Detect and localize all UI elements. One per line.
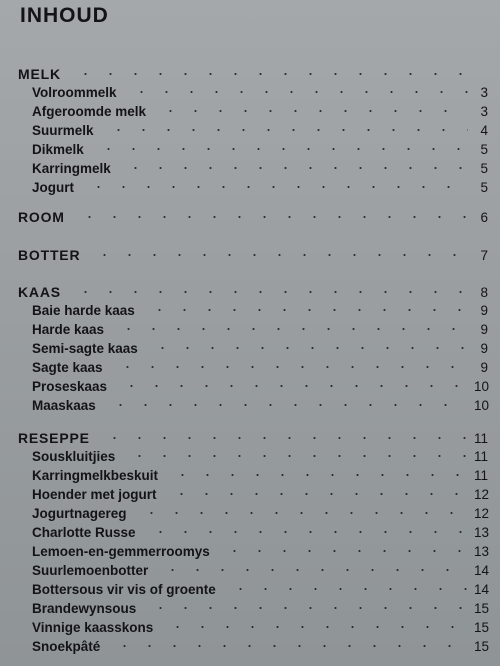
- dot-leader: [216, 550, 468, 552]
- toc-entry[interactable]: [0, 447, 500, 465]
- dot-leader: [121, 455, 468, 457]
- toc-page-number: 9: [480, 302, 488, 318]
- dot-leader: [86, 254, 468, 256]
- toc-entry[interactable]: [0, 618, 500, 636]
- toc-entry-label: KAAS: [18, 284, 61, 300]
- toc-entry[interactable]: [0, 140, 500, 158]
- dot-leader: [71, 216, 468, 218]
- toc-entry-label: Hoender met jogurt: [32, 486, 157, 502]
- toc-page-number: 15: [474, 638, 490, 654]
- toc-entry[interactable]: [0, 485, 500, 503]
- toc-page-number: 5: [480, 141, 488, 157]
- page-title: INHOUD: [20, 4, 109, 27]
- dot-leader: [110, 328, 468, 330]
- toc-page-number: 14: [474, 581, 490, 597]
- toc-page-number: 11: [474, 448, 489, 464]
- toc-page-number: 12: [474, 505, 490, 521]
- toc-entry-label: MELK: [18, 66, 61, 82]
- toc-page-number: 9: [480, 340, 488, 356]
- toc-entry-label: Charlotte Russe: [32, 524, 136, 540]
- toc-entry-label: BOTTER: [18, 247, 81, 263]
- toc-page-number: 5: [480, 160, 488, 176]
- toc-entry[interactable]: [0, 637, 500, 655]
- dot-leader: [163, 493, 468, 495]
- dot-leader: [106, 645, 468, 647]
- toc-page-number: 15: [474, 619, 490, 635]
- toc-entry[interactable]: [0, 121, 500, 139]
- dot-leader: [67, 73, 468, 75]
- dot-leader: [113, 385, 468, 387]
- toc-page-number: 9: [480, 359, 488, 375]
- dot-leader: [123, 91, 468, 93]
- dot-leader: [152, 110, 468, 112]
- toc-entry-label: Proseskaas: [32, 378, 108, 394]
- toc-page-number: 9: [480, 321, 488, 337]
- toc-page-number: 12: [474, 486, 490, 502]
- toc-entry-label: Karringmelkbeskuit: [32, 467, 159, 483]
- toc-entry-label: Karringmelk: [32, 160, 111, 176]
- dot-leader: [159, 626, 468, 628]
- toc-entry-label: Snoekpâté: [32, 638, 101, 654]
- toc-page-number: 7: [480, 247, 488, 263]
- toc-page-number: 3: [480, 103, 488, 119]
- toc-entry-label: Baie harde kaas: [32, 302, 135, 318]
- toc-page-number: 6: [480, 209, 488, 225]
- dot-leader: [142, 531, 468, 533]
- toc-entry-label: Maaskaas: [32, 397, 96, 413]
- dot-leader: [164, 474, 468, 476]
- toc-entry[interactable]: [0, 159, 500, 177]
- toc-page-number: 3: [480, 84, 488, 100]
- toc-page-number: 13: [474, 543, 490, 559]
- toc-page-number: 15: [474, 600, 490, 616]
- toc-entry-label: Jogurt: [32, 179, 74, 195]
- toc-entry[interactable]: [0, 377, 500, 395]
- toc-entry-label: Semi-sagte kaas: [32, 340, 138, 356]
- toc-entry-label: Volroommelk: [32, 84, 117, 100]
- toc-entry-label: Brandewynsous: [32, 600, 137, 616]
- toc-page-number: 14: [474, 562, 490, 578]
- toc-entry[interactable]: [0, 599, 500, 617]
- toc-entry[interactable]: [0, 542, 500, 560]
- toc-entry[interactable]: [0, 358, 500, 376]
- toc-entry[interactable]: [0, 561, 500, 579]
- toc-page-number: 5: [480, 179, 488, 195]
- toc-entry[interactable]: [0, 320, 500, 338]
- toc-entry-label: Suurlemoenbotter: [32, 562, 149, 578]
- toc-entry[interactable]: [0, 504, 500, 522]
- toc-page-number: 13: [474, 524, 490, 540]
- toc-entry-label: Lemoen-en-gemmerroomys: [32, 543, 210, 559]
- dot-leader: [102, 404, 468, 406]
- toc-entry-label: Afgeroomde melk: [32, 103, 147, 119]
- dot-leader: [100, 129, 468, 131]
- dot-leader: [90, 148, 468, 150]
- toc-entry[interactable]: [0, 580, 500, 598]
- toc-page-number: 8: [480, 284, 488, 300]
- toc-page-number: 10: [474, 397, 490, 413]
- toc-section-heading[interactable]: [0, 429, 500, 447]
- toc-entry[interactable]: [0, 523, 500, 541]
- toc-entry[interactable]: [0, 339, 500, 357]
- toc-entry[interactable]: [0, 178, 500, 196]
- dot-leader: [142, 607, 468, 609]
- dot-leader: [222, 588, 468, 590]
- toc-entry-label: RESEPPE: [18, 430, 90, 446]
- toc-entry-label: Bottersous vir vis of groente: [32, 581, 216, 597]
- toc-entry-label: Jogurtnagereg: [32, 505, 127, 521]
- dot-leader: [141, 309, 468, 311]
- toc-entry[interactable]: [0, 102, 500, 120]
- dot-leader: [133, 512, 468, 514]
- toc-entry-label: Harde kaas: [32, 321, 105, 337]
- toc-page-number: 10: [474, 378, 490, 394]
- toc-section-heading[interactable]: [0, 208, 500, 226]
- dot-leader: [109, 366, 468, 368]
- toc-page-number: 11: [474, 430, 489, 446]
- dot-leader: [117, 167, 468, 169]
- dot-leader: [144, 347, 468, 349]
- dot-leader: [67, 291, 468, 293]
- toc-section-heading[interactable]: [0, 283, 500, 301]
- toc-page-number: 4: [480, 122, 488, 138]
- dot-leader: [154, 569, 468, 571]
- toc-entry-label: Dikmelk: [32, 141, 84, 157]
- toc-entry-label: Souskluitjies: [32, 448, 116, 464]
- toc-entry-label: ROOM: [18, 209, 65, 225]
- toc-entry[interactable]: [0, 301, 500, 319]
- toc-page-number: 11: [474, 467, 489, 483]
- toc-section-heading[interactable]: [0, 65, 500, 83]
- toc-entry-label: Vinnige kaasskons: [32, 619, 154, 635]
- toc-entry[interactable]: [0, 83, 500, 101]
- toc-entry-label: Sagte kaas: [32, 359, 103, 375]
- toc-section-heading[interactable]: [0, 246, 500, 264]
- toc-entry[interactable]: [0, 396, 500, 414]
- toc-entry[interactable]: [0, 466, 500, 484]
- toc-entry-label: Suurmelk: [32, 122, 94, 138]
- dot-leader: [96, 437, 468, 439]
- dot-leader: [80, 186, 468, 188]
